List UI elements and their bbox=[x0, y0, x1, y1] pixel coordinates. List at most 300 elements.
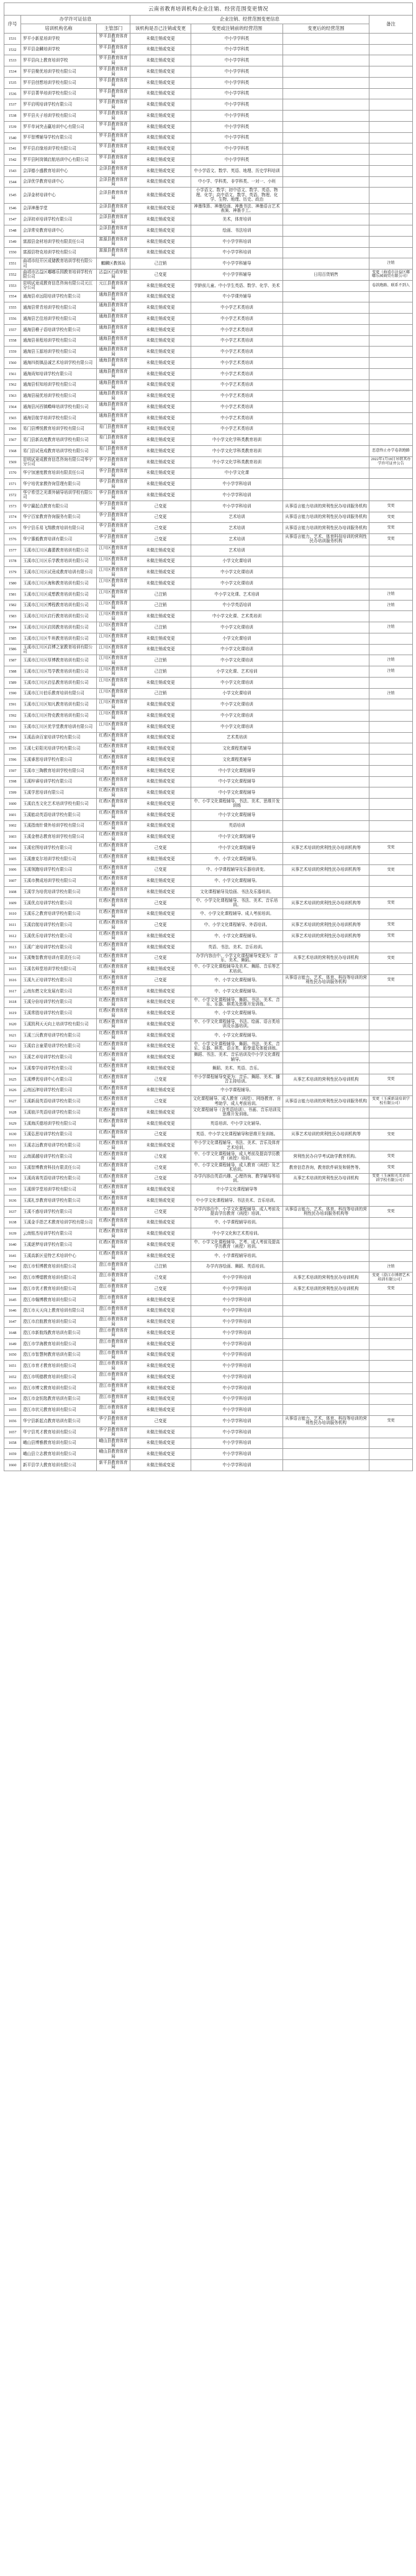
row-before-scope: 中小学学科类 bbox=[191, 111, 283, 122]
row-institution-name: 玉溪康克尔培训学校有限公司 bbox=[21, 853, 97, 864]
row-before-scope: 中小学文化课程辅导 bbox=[191, 832, 283, 843]
row-note: 变更 bbox=[369, 512, 413, 523]
row-seq: 1539 bbox=[4, 121, 21, 132]
row-status: 未做注销或变更 bbox=[130, 755, 191, 766]
row-after-scope bbox=[283, 1085, 369, 1096]
row-authority: 华宁县教育体育局 bbox=[97, 512, 130, 523]
row-note bbox=[369, 1394, 413, 1405]
row-before-scope: 办学内容由中、小学文化课程辅导变更为：音乐、美术、舞蹈。 bbox=[191, 953, 283, 964]
table-row bbox=[4, 99, 413, 111]
table-row bbox=[4, 1328, 413, 1339]
row-seq: 1608 bbox=[4, 887, 21, 898]
table-row bbox=[4, 490, 413, 501]
row-institution-name: 玉溪能动英语培训学校有限公司 bbox=[21, 809, 97, 820]
table-row bbox=[4, 1162, 413, 1173]
row-status: 未做注销或变更 bbox=[130, 347, 191, 358]
row-after-scope bbox=[283, 776, 369, 787]
row-note bbox=[369, 490, 413, 501]
row-before-scope: 中小学学科类 bbox=[191, 33, 283, 44]
row-institution-name: 玉溪礼享教育培训学校有限公司 bbox=[21, 1195, 97, 1207]
row-institution-name: 罗平县创想培训学校有限公司 bbox=[21, 77, 97, 88]
row-before-scope: 中小学艺术类培训 bbox=[191, 391, 283, 402]
row-status: 己变更 bbox=[130, 1206, 191, 1217]
row-after-scope bbox=[283, 1382, 369, 1394]
row-status: 未做注销或变更 bbox=[130, 853, 191, 864]
row-status: 未做注销或变更 bbox=[130, 832, 191, 843]
row-institution-name: 玉溪市江川区优学堂教育培训有限公司 bbox=[21, 721, 97, 732]
row-institution-name: 玉溪市江川区特克教育培训有限公司 bbox=[21, 710, 97, 722]
row-seq: 1633 bbox=[4, 1162, 21, 1173]
row-before-scope: 办学内容由中、小学文化课程辅导，成人考前及提高学历教育（函授）培训。 bbox=[191, 1206, 283, 1217]
row-seq: 1620 bbox=[4, 1019, 21, 1030]
row-after-scope: 从事艺术培训的营利性民办培训机构 bbox=[283, 1173, 369, 1184]
row-seq: 1555 bbox=[4, 302, 21, 314]
row-after-scope bbox=[283, 225, 369, 237]
row-before-scope: 小学文化课、艺术培训 bbox=[191, 666, 283, 678]
row-authority: 红塔区教育体育局 bbox=[97, 1030, 130, 1041]
row-authority: 红塔区教育体育局 bbox=[97, 776, 130, 787]
row-before-scope: 英语培训 bbox=[191, 820, 283, 832]
row-institution-name: 玉溪尚赛英语培训学校有限公司 bbox=[21, 1173, 97, 1184]
table-row bbox=[4, 1019, 413, 1030]
row-after-scope bbox=[283, 1372, 369, 1383]
table-row bbox=[4, 832, 413, 843]
row-note bbox=[369, 379, 413, 391]
row-institution-name: 玉溪优点培训学校有限公司 bbox=[21, 897, 97, 909]
row-before-scope: 中小学学科培训 bbox=[191, 1284, 283, 1295]
row-note bbox=[369, 1052, 413, 1063]
row-institution-name: 澄江市翰博教育培训有限公司 bbox=[21, 1294, 97, 1305]
row-before-scope: 中小学文化课培训 bbox=[191, 622, 283, 633]
row-institution-name: 玉溪优乐培训学校有限公司 bbox=[21, 931, 97, 942]
row-before-scope: 中小学学科培训 bbox=[191, 1272, 283, 1284]
row-note bbox=[369, 479, 413, 490]
row-authority: 红塔区教育体育局 bbox=[97, 1041, 130, 1052]
row-note bbox=[369, 611, 413, 622]
row-note bbox=[369, 941, 413, 953]
table-row bbox=[4, 1041, 413, 1052]
row-institution-name: 玉溪市江川区启行教育培训有限公司 bbox=[21, 611, 97, 622]
row-institution-name: 玉溪高新区爱特艺术培训中心 bbox=[21, 1250, 97, 1261]
row-note: 注销 bbox=[369, 666, 413, 678]
table-row bbox=[4, 1107, 413, 1118]
row-authority: 江川区教育体育局 bbox=[97, 710, 130, 722]
row-after-scope bbox=[283, 143, 369, 155]
row-authority: 罗平县教育体育局 bbox=[97, 155, 130, 166]
row-status: 己变更 bbox=[130, 270, 191, 281]
row-after-scope bbox=[283, 412, 369, 424]
row-institution-name: 玉溪市江川区成想教育培训有限公司 bbox=[21, 589, 97, 600]
row-before-scope: 中小学语文、数学、英语、地理、历史学科培训 bbox=[191, 165, 283, 176]
row-after-scope bbox=[283, 165, 369, 176]
row-seq: 1558 bbox=[4, 335, 21, 347]
row-status: 未做注销或变更 bbox=[130, 1217, 191, 1228]
row-seq: 1592 bbox=[4, 710, 21, 722]
row-before-scope: 中、小学文化课程辅导、书法、绘画、语言类培训及乐器培训。 bbox=[191, 1019, 283, 1030]
row-after-scope bbox=[283, 302, 369, 314]
table-row bbox=[4, 1151, 413, 1163]
row-after-scope bbox=[283, 236, 369, 247]
row-authority: 江川区教育体育局 bbox=[97, 721, 130, 732]
table-row bbox=[4, 765, 413, 776]
row-after-scope bbox=[283, 490, 369, 501]
row-status: 己注销 bbox=[130, 666, 191, 678]
row-note bbox=[369, 545, 413, 556]
row-note bbox=[369, 567, 413, 578]
table-row bbox=[4, 121, 413, 132]
row-note bbox=[369, 755, 413, 766]
row-seq: 1631 bbox=[4, 1140, 21, 1151]
row-after-scope bbox=[283, 1261, 369, 1272]
row-seq: 1635 bbox=[4, 1184, 21, 1195]
row-before-scope: 办学内容由英语兴趣、心理咨询、教学辅导等培训。 bbox=[191, 1173, 283, 1184]
row-seq: 1585 bbox=[4, 633, 21, 644]
row-status: 未做注销或变更 bbox=[130, 1394, 191, 1405]
row-note bbox=[369, 1317, 413, 1328]
row-authority: 红塔区教育体育局 bbox=[97, 997, 130, 1008]
row-after-scope bbox=[283, 1240, 369, 1251]
row-status: 己注销 bbox=[130, 589, 191, 600]
row-note: 恶意终止办学卷款跑路 bbox=[369, 446, 413, 457]
row-seq: 1552 bbox=[4, 270, 21, 281]
row-authority: 罗平县教育体育局 bbox=[97, 33, 130, 44]
row-status: 未做注销或变更 bbox=[130, 765, 191, 776]
row-authority: 江川区教育体育局 bbox=[97, 567, 130, 578]
row-authority: 红塔区教育体育局 bbox=[97, 1217, 130, 1228]
row-after-scope bbox=[283, 799, 369, 810]
row-institution-name: 华宁加速度教育培训有限责任公司 bbox=[21, 468, 97, 479]
row-after-scope: 从事语言能力培训的营利性民办培训服务机构 bbox=[283, 523, 369, 534]
row-authority: 易门县教育体育局 bbox=[97, 424, 130, 435]
row-authority: 罗平县教育体育局 bbox=[97, 88, 130, 99]
row-institution-name: 澄江市智慧树教育培训有限公司 bbox=[21, 1349, 97, 1361]
row-status: 未做注销或变更 bbox=[130, 121, 191, 132]
row-after-scope bbox=[283, 258, 369, 270]
row-note bbox=[369, 33, 413, 44]
row-after-scope bbox=[283, 941, 369, 953]
row-seq: 1649 bbox=[4, 1338, 21, 1349]
row-note bbox=[369, 358, 413, 369]
row-before-scope: 中小学文化学科类教育培训 bbox=[191, 435, 283, 446]
row-before-scope: 中、小学文化课程辅导。 bbox=[191, 986, 283, 997]
row-before-scope: 小学文化课培训 bbox=[191, 556, 283, 567]
row-note: 注销 bbox=[369, 258, 413, 270]
row-seq: 1609 bbox=[4, 897, 21, 909]
row-after-scope: 从事语言能力、艺术、体育、科技等培训的营利性民办培训服务机构 bbox=[283, 975, 369, 986]
table-row bbox=[4, 1140, 413, 1151]
row-before-scope: 舞蹈、书法、美术、音乐培训及中小学文化课程辅导。 bbox=[191, 1052, 283, 1063]
row-before-scope: 中小学文化课培训 bbox=[191, 655, 283, 666]
row-institution-name: 玉溪学思培训有限公司 bbox=[21, 787, 97, 799]
row-note bbox=[369, 424, 413, 435]
table-row bbox=[4, 1008, 413, 1019]
row-before-scope: 中小学文化课培训 bbox=[191, 644, 283, 655]
table-row bbox=[4, 358, 413, 369]
row-seq: 1547 bbox=[4, 214, 21, 225]
table-row bbox=[4, 1250, 413, 1261]
row-before-scope: 中小学学科培训 bbox=[191, 1405, 283, 1416]
row-before-scope: 中、小学课程辅导培训。 bbox=[191, 1250, 283, 1261]
row-seq: 1565 bbox=[4, 412, 21, 424]
row-status: 己变更 bbox=[130, 1096, 191, 1107]
table-row bbox=[4, 1184, 413, 1195]
table-row bbox=[4, 721, 413, 732]
row-status: 未做注销或变更 bbox=[130, 77, 191, 88]
row-status: 未做注销或变更 bbox=[130, 188, 191, 203]
row-before-scope: 中小学学科培训 bbox=[191, 479, 283, 490]
row-after-scope bbox=[283, 589, 369, 600]
row-before-scope: 中小学文化课程辅导 bbox=[191, 809, 283, 820]
row-before-scope: 中小学文化学科类教育培训 bbox=[191, 446, 283, 457]
row-before-scope: 中小学学科类 bbox=[191, 99, 283, 111]
row-seq: 1542 bbox=[4, 155, 21, 166]
row-note: 变更（玉溪阳光美语培训学校有限公司） bbox=[369, 1173, 413, 1184]
table-row bbox=[4, 165, 413, 176]
row-seq: 1604 bbox=[4, 843, 21, 854]
row-note: 变更 bbox=[369, 523, 413, 534]
row-institution-name: 富源县特克培训学校有限公司 bbox=[21, 247, 97, 258]
row-note bbox=[369, 832, 413, 843]
row-note: 变更（澄江市博熠艺术培训有限公司） bbox=[369, 1272, 413, 1284]
row-status: 未做注销或变更 bbox=[130, 809, 191, 820]
table-row bbox=[4, 132, 413, 143]
row-note bbox=[369, 111, 413, 122]
row-after-scope bbox=[283, 1361, 369, 1372]
row-institution-name: 华宁县英才教育培训有限公司 bbox=[21, 1426, 97, 1438]
row-status: 未做注销或变更 bbox=[130, 132, 191, 143]
row-authority: 红塔区教育体育局 bbox=[97, 941, 130, 953]
row-authority: 通海县教育体育局 bbox=[97, 335, 130, 347]
row-institution-name: 玉溪市携成培训学校有限公司 bbox=[21, 876, 97, 887]
row-after-scope: 教育信息咨询，教育软件研发和销售等。 bbox=[283, 1162, 369, 1173]
row-after-scope bbox=[283, 435, 369, 446]
table-row bbox=[4, 435, 413, 446]
row-authority: 红塔区教育体育局 bbox=[97, 1019, 130, 1030]
row-seq: 1654 bbox=[4, 1394, 21, 1405]
row-authority: 江川区教育体育局 bbox=[97, 677, 130, 688]
row-status: 未做注销或变更 bbox=[130, 99, 191, 111]
row-seq: 1601 bbox=[4, 809, 21, 820]
row-institution-name: 玉溪启言童蒙培训学校有限公司 bbox=[21, 1041, 97, 1052]
row-authority: 江川区教育体育局 bbox=[97, 556, 130, 567]
row-institution-name: 玉溪乐之教育培训学校有限公司 bbox=[21, 909, 97, 920]
table-row bbox=[4, 55, 413, 66]
row-after-scope bbox=[283, 832, 369, 843]
row-status: 未做注销或变更 bbox=[130, 1449, 191, 1460]
row-seq: 1636 bbox=[4, 1195, 21, 1207]
row-authority: 红塔区教育体育局 bbox=[97, 920, 130, 931]
row-authority: 元江县教育体育局 bbox=[97, 280, 130, 291]
row-authority: 江川区教育体育局 bbox=[97, 666, 130, 678]
row-note bbox=[369, 710, 413, 722]
row-before-scope: 中、小学文化课程辅导、书法、美术、音乐培训。 bbox=[191, 897, 283, 909]
row-note bbox=[369, 732, 413, 743]
row-after-scope bbox=[283, 1438, 369, 1449]
row-institution-name: 玉溪七彩阳光培训学校有限公司 bbox=[21, 743, 97, 755]
row-seq: 1655 bbox=[4, 1405, 21, 1416]
row-note bbox=[369, 1426, 413, 1438]
row-institution-name: 昆明试竟成教育信息咨询有限公司元江分公司 bbox=[21, 280, 97, 291]
row-status: 未做注销或变更 bbox=[130, 1228, 191, 1240]
row-institution-name: 罗平智博辅导学校有限公司 bbox=[21, 132, 97, 143]
row-authority: 通海县教育体育局 bbox=[97, 314, 130, 325]
row-institution-name: 澄江市学海教育培训有限公司 bbox=[21, 1338, 97, 1349]
row-authority: 华宁县教育体育局 bbox=[97, 523, 130, 534]
row-note bbox=[369, 1328, 413, 1339]
row-institution-name: 玉溪名师堂培训学校有限公司 bbox=[21, 964, 97, 975]
row-status: 未做注销或变更 bbox=[130, 1140, 191, 1151]
row-seq: 1613 bbox=[4, 941, 21, 953]
row-after-scope bbox=[283, 666, 369, 678]
row-note bbox=[369, 1349, 413, 1361]
row-status: 未做注销或变更 bbox=[130, 490, 191, 501]
row-authority: 红塔区教育体育局 bbox=[97, 887, 130, 898]
row-after-scope bbox=[283, 88, 369, 99]
row-authority: 江川区教育体育局 bbox=[97, 622, 130, 633]
row-seq: 1624 bbox=[4, 1063, 21, 1074]
row-authority: 通海县教育体育局 bbox=[97, 379, 130, 391]
row-seq: 1544 bbox=[4, 176, 21, 188]
row-status: 己变更 bbox=[130, 1129, 191, 1140]
row-seq: 1651 bbox=[4, 1361, 21, 1372]
row-before-scope: 中、小学文化课程辅导，舞蹈、书法、美术、音乐、乐器、棋类、语言类、跆拳道及体能训练。 bbox=[191, 1041, 283, 1052]
table-row bbox=[4, 1294, 413, 1305]
row-authority: 罗平县教育体育局 bbox=[97, 99, 130, 111]
row-institution-name: 玉溪市江川区厚博教育培训有限公司 bbox=[21, 655, 97, 666]
row-authority: 通海县教育体育局 bbox=[97, 302, 130, 314]
row-note bbox=[369, 1228, 413, 1240]
row-before-scope: 中小学学科类 bbox=[191, 121, 283, 132]
row-seq: 1625 bbox=[4, 1074, 21, 1085]
row-seq: 1580 bbox=[4, 578, 21, 589]
row-authority: 红塔区教育体育局 bbox=[97, 1250, 130, 1261]
row-institution-name: 玉溪启航培训学校有限公司 bbox=[21, 920, 97, 931]
row-after-scope bbox=[283, 1118, 369, 1129]
row-after-scope bbox=[283, 1449, 369, 1460]
table-header bbox=[4, 3, 413, 34]
table-row bbox=[4, 143, 413, 155]
row-note bbox=[369, 412, 413, 424]
table-row bbox=[4, 270, 413, 281]
row-note: 注销 bbox=[369, 600, 413, 611]
table-row bbox=[4, 799, 413, 810]
row-after-scope bbox=[283, 755, 369, 766]
row-note bbox=[369, 1008, 413, 1019]
row-institution-name: 玉溪品读百家培训学校有限公司 bbox=[21, 732, 97, 743]
row-after-scope bbox=[283, 1317, 369, 1328]
row-authority: 红塔区教育体育局 bbox=[97, 1129, 130, 1140]
row-seq: 1618 bbox=[4, 997, 21, 1008]
row-institution-name: 玉溪志远教育培训学校有限公司 bbox=[21, 1140, 97, 1151]
row-note bbox=[369, 1438, 413, 1449]
row-before-scope: 中小学学科培训 bbox=[191, 236, 283, 247]
row-before-scope: 中小学学科类 bbox=[191, 155, 283, 166]
row-after-scope: 从事艺术培训的营利性民办培训机构 bbox=[283, 953, 369, 964]
row-seq: 1629 bbox=[4, 1118, 21, 1129]
row-before-scope: 中小学艺术类培训 bbox=[191, 347, 283, 358]
row-before-scope: 中小学学科培训 bbox=[191, 247, 283, 258]
row-institution-name: 易门县博悦教育培训学校有限公司 bbox=[21, 424, 97, 435]
table-row bbox=[4, 1228, 413, 1240]
row-seq: 1642 bbox=[4, 1261, 21, 1272]
row-status: 未做注销或变更 bbox=[130, 424, 191, 435]
row-institution-name: 玉溪市江川区牛班教育培训有限公司 bbox=[21, 633, 97, 644]
row-seq: 1568 bbox=[4, 446, 21, 457]
row-note bbox=[369, 88, 413, 99]
row-status: 己变更 bbox=[130, 843, 191, 854]
row-after-scope: 从事语言能力培训的营利性民办培训服务机构 bbox=[283, 1096, 369, 1107]
table-row bbox=[4, 864, 413, 876]
row-note: 注销 bbox=[369, 655, 413, 666]
row-after-scope: 从事艺术培训的营利性民办培训机构等 bbox=[283, 897, 369, 909]
row-after-scope bbox=[283, 1107, 369, 1118]
row-institution-name: 罗平启明培训学校有限公司 bbox=[21, 99, 97, 111]
table-row bbox=[4, 446, 413, 457]
row-authority: 红塔区教育体育局 bbox=[97, 1096, 130, 1107]
row-seq: 1658 bbox=[4, 1438, 21, 1449]
row-after-scope: 从事语言能力、艺术、体育科技培训的营利性民办培训服务机构 bbox=[283, 534, 369, 545]
row-authority: 通海县教育体育局 bbox=[97, 368, 130, 379]
row-note: 变更 bbox=[369, 1284, 413, 1295]
row-after-scope: 日用百货销售 bbox=[283, 270, 369, 281]
table-row bbox=[4, 787, 413, 799]
row-institution-name: 玉溪睿思培训学校有限公司 bbox=[21, 755, 97, 766]
row-after-scope bbox=[283, 280, 369, 291]
row-after-scope bbox=[283, 699, 369, 710]
row-before-scope: 中、小学文化课程辅导。 bbox=[191, 876, 283, 887]
table-row bbox=[4, 633, 413, 644]
table-row bbox=[4, 1460, 413, 1471]
row-seq: 1591 bbox=[4, 699, 21, 710]
row-authority: 华宁县教育体育局 bbox=[97, 501, 130, 512]
row-note: 2022年1月18日吊销其办学许可证并公告 bbox=[369, 456, 413, 468]
table-row bbox=[4, 1206, 413, 1217]
row-note bbox=[369, 247, 413, 258]
table-row bbox=[4, 666, 413, 678]
row-authority: 罗平县教育体育局 bbox=[97, 132, 130, 143]
row-note bbox=[369, 997, 413, 1008]
row-note bbox=[369, 1240, 413, 1251]
row-before-scope: 中、小学文化课程辅导。 bbox=[191, 853, 283, 864]
row-seq: 1541 bbox=[4, 143, 21, 155]
row-status: 未做注销或变更 bbox=[130, 964, 191, 975]
row-authority: 罗平县教育体育局 bbox=[97, 55, 130, 66]
row-seq: 1627 bbox=[4, 1096, 21, 1107]
row-authority: 红塔区教育体育局 bbox=[97, 864, 130, 876]
table-row bbox=[4, 225, 413, 237]
row-authority: 红塔区教育体育局 bbox=[97, 1173, 130, 1184]
row-status: 未做注销或变更 bbox=[130, 787, 191, 799]
row-after-scope: 从事艺术培训的营利性民办培训机构 bbox=[283, 1272, 369, 1284]
row-authority: 红塔区教育体育局 bbox=[97, 1162, 130, 1173]
row-note bbox=[369, 820, 413, 832]
row-before-scope: 中、小学文化课程辅导、成人考前培训。 bbox=[191, 909, 283, 920]
row-status: 己注销 bbox=[130, 688, 191, 699]
row-before-scope: 中小学文化课程辅导 bbox=[191, 787, 283, 799]
row-note bbox=[369, 743, 413, 755]
row-status: 未做注销或变更 bbox=[130, 1052, 191, 1063]
row-after-scope bbox=[283, 44, 369, 55]
row-status: 未做注销或变更 bbox=[130, 236, 191, 247]
row-note bbox=[369, 721, 413, 732]
row-status: 未做注销或变更 bbox=[130, 435, 191, 446]
row-authority: 红塔区教育体育局 bbox=[97, 1118, 130, 1129]
row-note: 变更 bbox=[369, 953, 413, 964]
row-authority: 红塔区教育体育局 bbox=[97, 1052, 130, 1063]
row-before-scope: 中小学文化课程辅导等 bbox=[191, 1184, 283, 1195]
row-seq: 1561 bbox=[4, 368, 21, 379]
row-before-scope: 中小学课程辅导。 bbox=[191, 1085, 283, 1096]
